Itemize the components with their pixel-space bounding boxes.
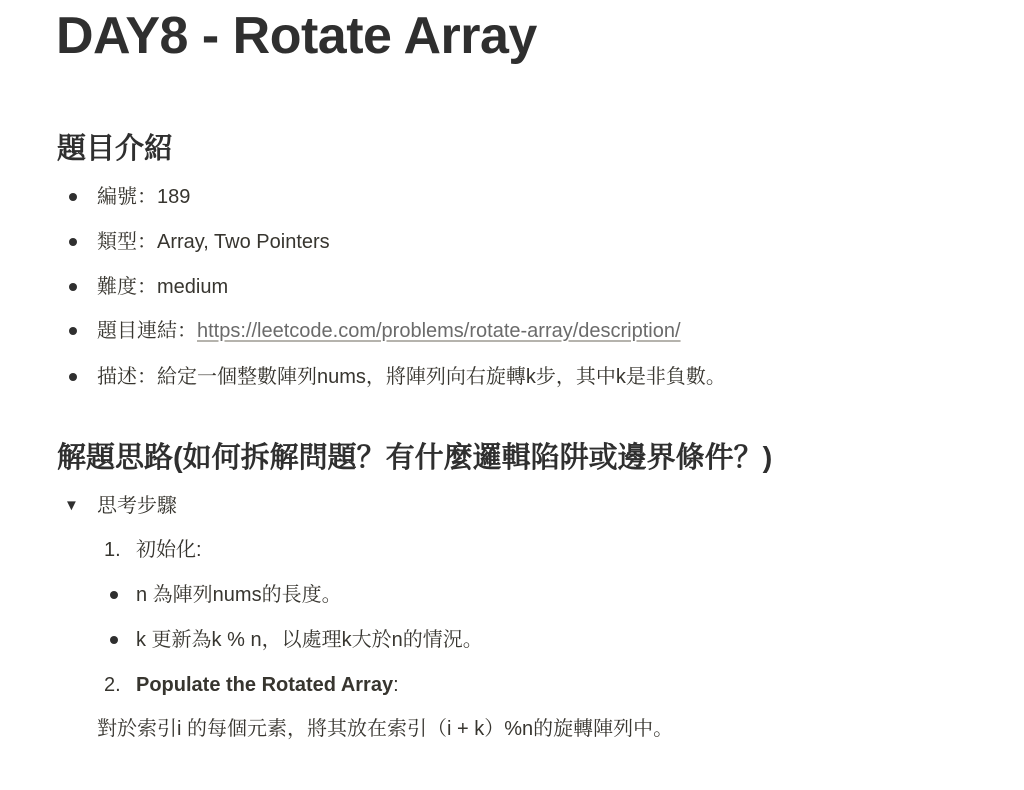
page-title: DAY8 - Rotate Array <box>56 7 537 65</box>
approach-heading: 解題思路(如何拆解問題？有什麼邏輯陷阱或邊界條件？) <box>57 442 773 474</box>
bullet-dot <box>69 193 77 201</box>
intro-item-label: 描述： <box>97 366 157 388</box>
step-number: 2. <box>104 674 121 696</box>
intro-item-label: 編號： <box>97 186 157 208</box>
intro-item-text <box>97 316 681 346</box>
step-label: 初始化: <box>136 539 202 561</box>
intro-item-value: 給定一個整數陣列nums，將陣列向右旋轉k步，其中k是非負數。 <box>157 366 726 388</box>
problem-link[interactable]: https://leetcode.com/problems/rotate-array/description/ <box>197 320 681 342</box>
step-label-bold: Populate the Rotated Array <box>136 674 394 696</box>
bullet-dot <box>110 636 118 644</box>
intro-item-text <box>97 362 726 392</box>
intro-heading: 題目介紹 <box>57 133 174 165</box>
intro-item-label: 題目連結： <box>97 320 197 342</box>
intro-item-text <box>97 182 190 212</box>
step-number: 1. <box>104 539 121 561</box>
approach-paragraph: 對於索引i 的每個元素，將其放在索引（i + k）%n的旋轉陣列中。 <box>97 718 674 740</box>
intro-item-label: 類型： <box>97 231 157 253</box>
intro-item-label: 難度： <box>97 276 157 298</box>
bullet-dot <box>69 327 77 335</box>
step-label <box>136 670 399 700</box>
step-label-suffix: : <box>393 674 399 696</box>
intro-item-text <box>97 272 228 302</box>
bullet-dot <box>69 373 77 381</box>
step-bullet-text: k 更新為k % n，以處理k大於n的情況。 <box>136 629 483 651</box>
bullet-dot <box>69 283 77 291</box>
bullet-dot <box>69 238 77 246</box>
toggle-label: 思考步驟 <box>97 495 177 517</box>
intro-item-value: medium <box>157 276 229 298</box>
intro-item-value: Array, Two Pointers <box>157 231 330 253</box>
step-bullet-text: n 為陣列nums的長度。 <box>136 584 342 606</box>
bullet-dot <box>110 591 118 599</box>
intro-item-value: 189 <box>157 186 191 208</box>
intro-item-text <box>97 227 330 257</box>
toggle-triangle-icon[interactable]: ▼ <box>64 497 79 514</box>
